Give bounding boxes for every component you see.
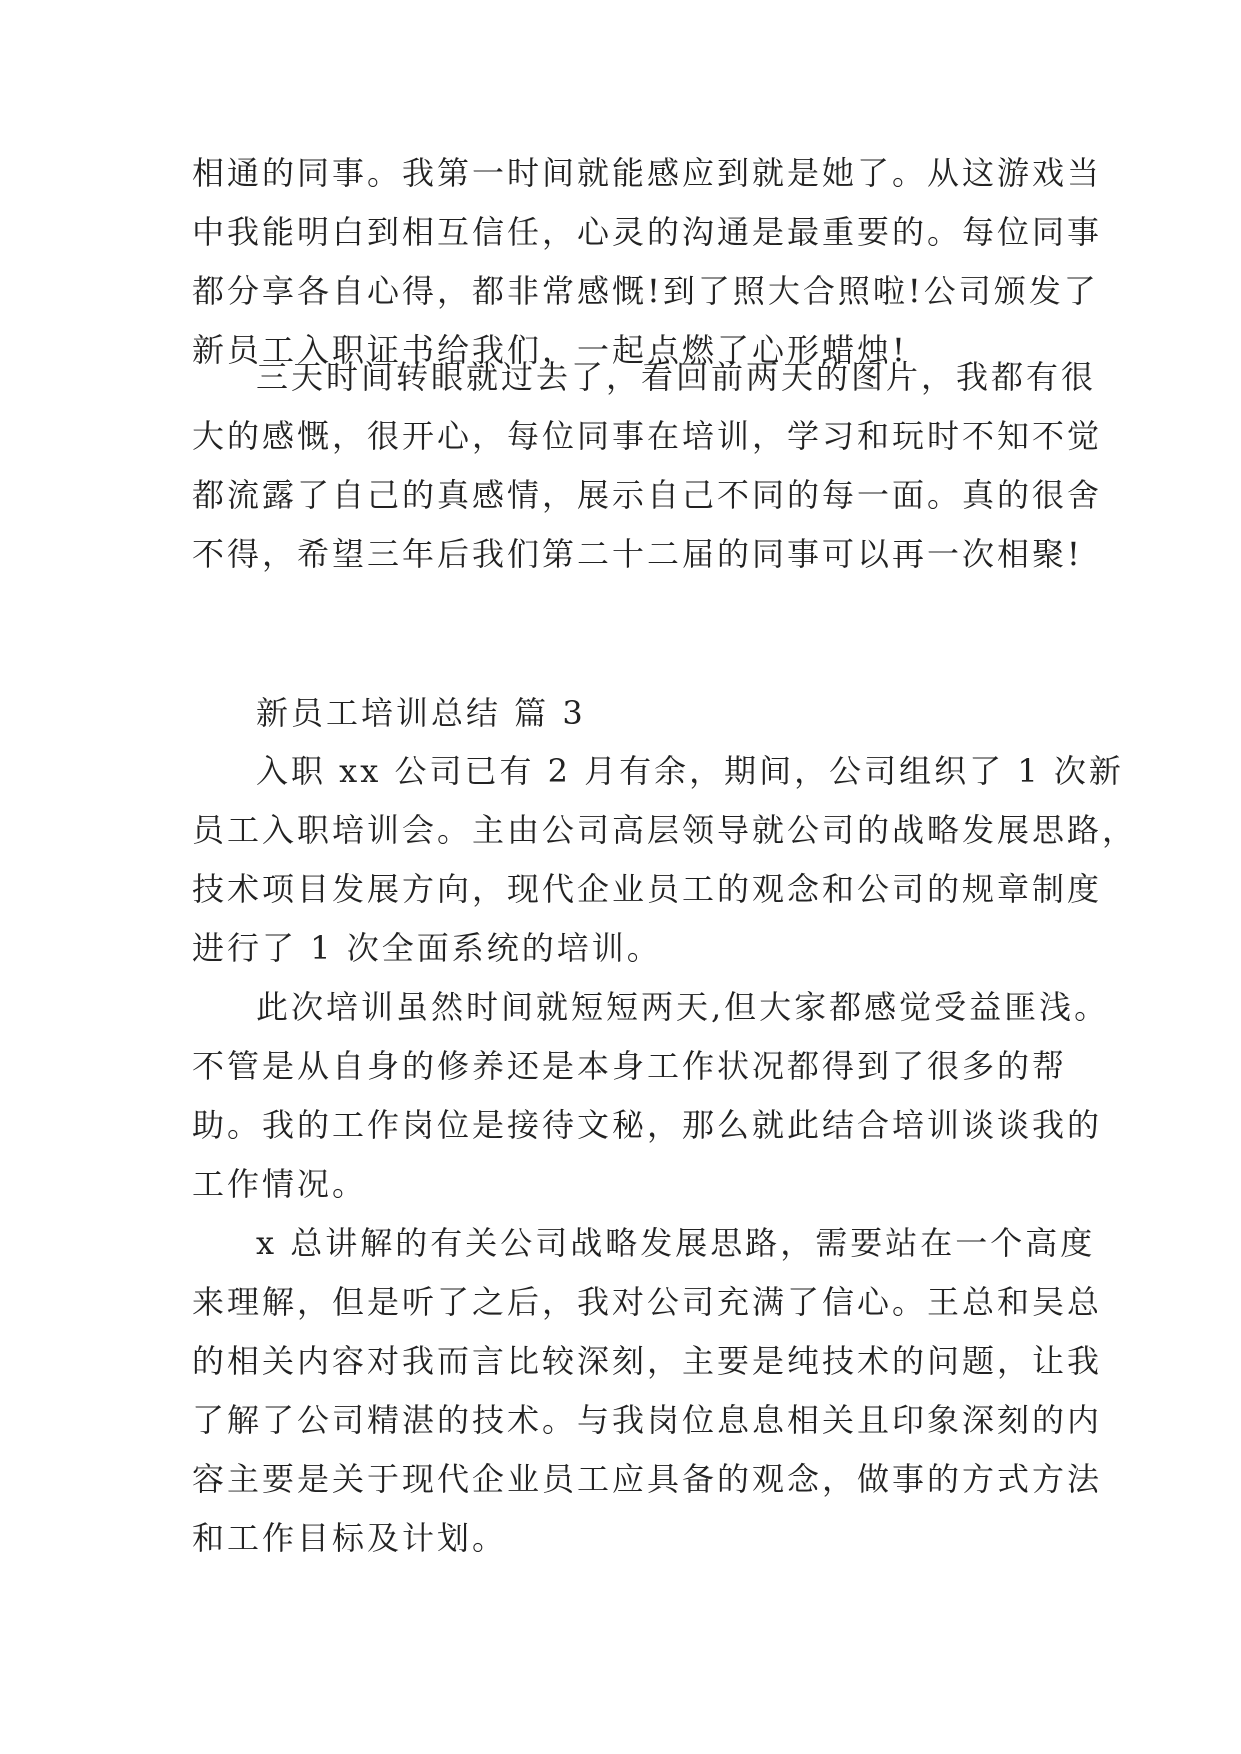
text-line: 来理解，但是听了之后，我对公司充满了信心。王总和吴总 xyxy=(192,1283,1103,1321)
text-line: 技术项目发展方向，现代企业员工的观念和公司的规章制度 xyxy=(192,870,1103,908)
text-line: 了解了公司精湛的技术。与我岗位息息相关且印象深刻的内 xyxy=(192,1401,1103,1439)
text-line: 中我能明白到相互信任，心灵的沟通是最重要的。每位同事 xyxy=(192,213,1103,251)
text-line: 工作情况。 xyxy=(192,1165,368,1203)
text-line: 三天时间转眼就过去了，看回前两天的图片，我都有很 xyxy=(256,358,1097,396)
paragraph-2 xyxy=(192,348,1103,584)
text-line: 新员工入职证书给我们，一起点燃了心形蜡烛! xyxy=(192,331,908,369)
section-heading: 新员工培训总结 篇 3 xyxy=(256,694,586,732)
paragraph-3 xyxy=(192,742,1138,978)
text-line: 助。我的工作岗位是接待文秘，那么就此结合培训谈谈我的 xyxy=(192,1106,1103,1144)
text-line: 员工入职培训会。主由公司高层领导就公司的战略发展思路， xyxy=(192,811,1138,849)
text-line: x 总讲解的有关公司战略发展思路，需要站在一个高度 xyxy=(256,1224,1096,1262)
text-line: 相通的同事。我第一时间就能感应到就是她了。从这游戏当 xyxy=(192,154,1103,192)
paragraph-4 xyxy=(192,978,1110,1214)
paragraph-1 xyxy=(192,144,1103,380)
paragraph-5 xyxy=(192,1214,1103,1568)
text-line: 和工作目标及计划。 xyxy=(192,1519,508,1557)
text-line: 都分享各自心得，都非常感慨!到了照大合照啦!公司颁发了 xyxy=(192,272,1099,310)
text-line: 容主要是关于现代企业员工应具备的观念，做事的方式方法 xyxy=(192,1460,1103,1498)
text-line: 入职 xx 公司已有 2 月有余，期间，公司组织了 1 次新 xyxy=(256,752,1124,790)
text-line: 大的感慨，很开心，每位同事在培训，学习和玩时不知不觉 xyxy=(192,417,1103,455)
text-line: 的相关内容对我而言比较深刻，主要是纯技术的问题，让我 xyxy=(192,1342,1103,1380)
text-line: 都流露了自己的真感情，展示自己不同的每一面。真的很舍 xyxy=(192,476,1103,514)
text-line: 进行了 1 次全面系统的培训。 xyxy=(192,929,662,967)
text-line: 不管是从自身的修养还是本身工作状况都得到了很多的帮 xyxy=(192,1047,1068,1085)
text-line: 不得，希望三年后我们第二十二届的同事可以再一次相聚! xyxy=(192,535,1083,573)
text-line: 此次培训虽然时间就短短两天,但大家都感觉受益匪浅。 xyxy=(256,988,1110,1026)
